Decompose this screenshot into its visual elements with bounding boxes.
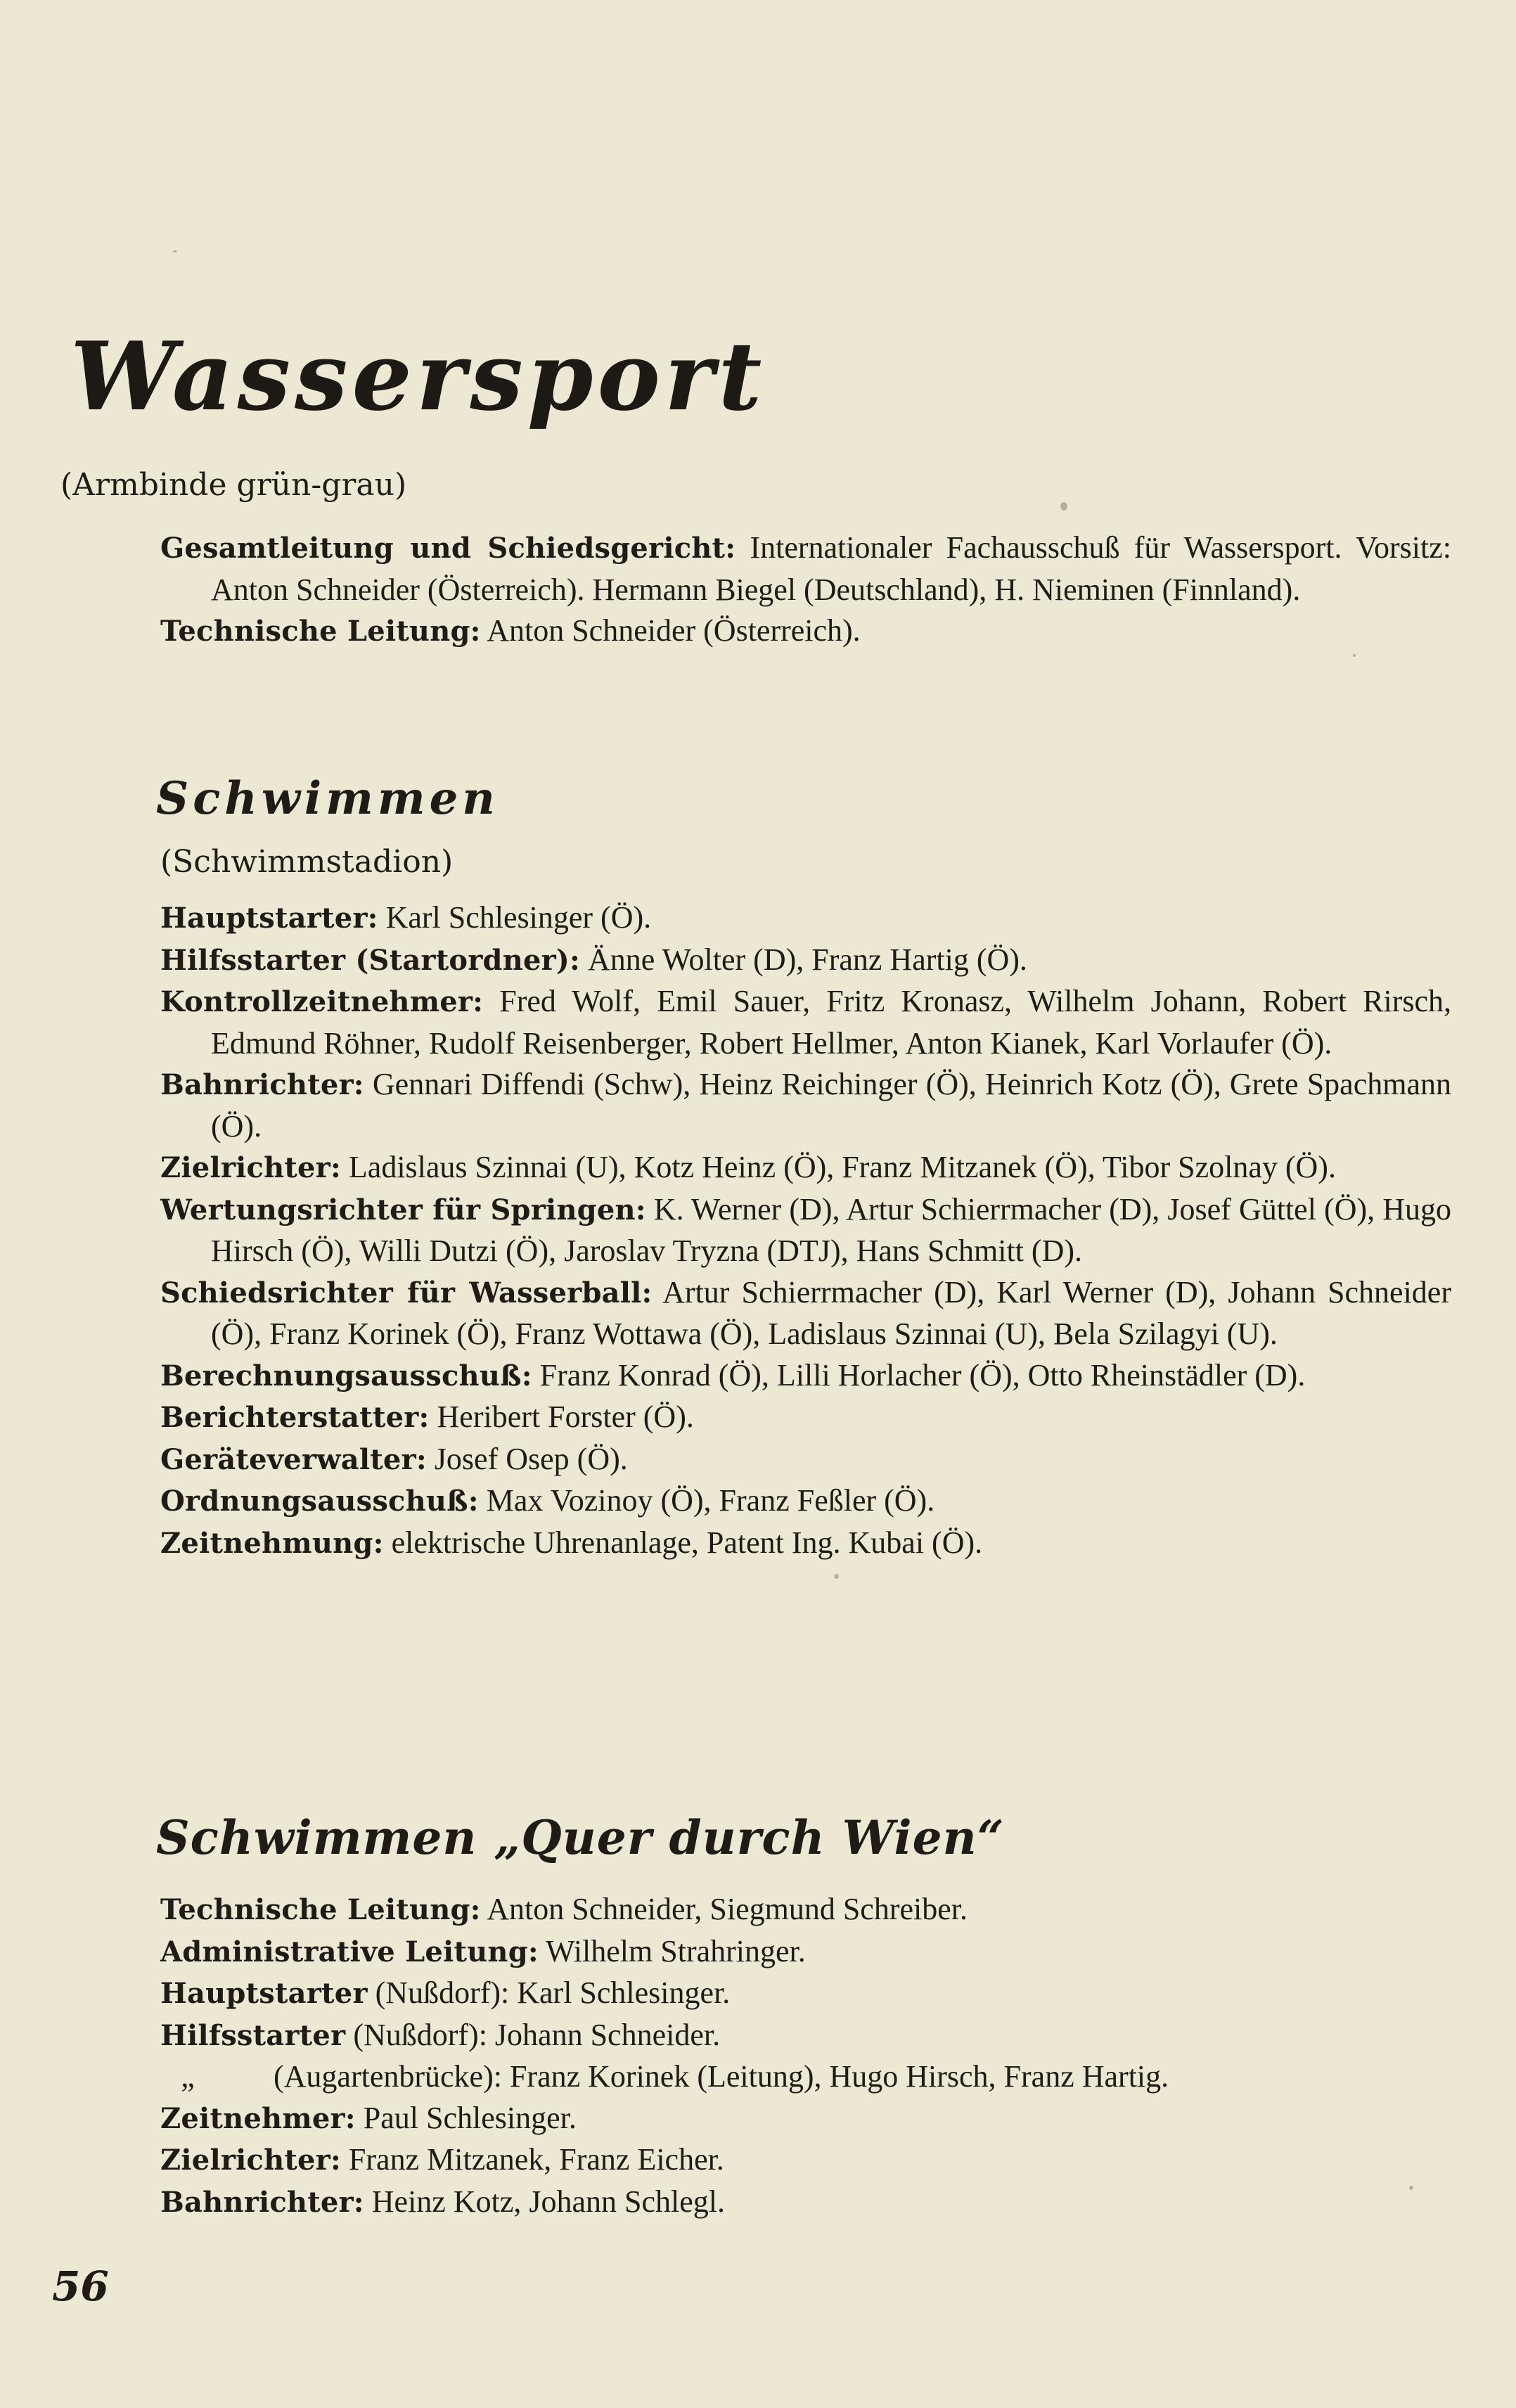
entry-wertungsrichter <box>160 1189 1451 1272</box>
page-number: 56 <box>52 2262 109 2310</box>
entry-label: Wertungsrichter für Springen: <box>160 1193 646 1227</box>
entry-value: Johann Schneider. <box>494 2017 721 2052</box>
entry-label: Ordnungsausschuß: <box>160 1485 479 1518</box>
entry-technische-leitung <box>160 610 1451 653</box>
entry-label: Technische Leitung: <box>160 1893 481 1926</box>
paper-speck <box>1060 502 1067 511</box>
paper-speck <box>1409 2186 1413 2190</box>
entry-value: K. Werner (D), Artur Schierrmacher (D), Josef Güttel (Ö), Hugo Hirsch (Ö), Willi Dutzi (Ö), Jaroslav Tryzna (DTJ), Hans Schmitt (D). <box>211 1191 1451 1268</box>
entry-label: Hauptstarter <box>160 1977 368 2010</box>
entry-label: Zeitnehmung: <box>160 1526 384 1560</box>
entry-hauptstarter <box>160 897 1451 940</box>
ditto-mark: „ <box>181 2059 195 2094</box>
entry-value: Josef Osep (Ö). <box>434 1441 628 1476</box>
entry-value: Karl Schlesinger. <box>517 1975 731 2010</box>
quer-block <box>160 1889 1451 2223</box>
entry-value: Heinz Kotz, Johann Schlegl. <box>371 2184 725 2219</box>
entry-zielrichter <box>160 2139 1451 2182</box>
entry-geraeteverwalter <box>160 1439 1451 1481</box>
entry-label: Schiedsrichter für Wasserball: <box>160 1276 653 1309</box>
entry-value: Paul Schlesinger. <box>363 2100 577 2135</box>
entry-value: Anton Schneider, Siegmund Schreiber. <box>487 1892 968 1926</box>
entry-value: elektrische Uhrenanlage, Patent Ing. Kubai (Ö). <box>391 1525 983 1560</box>
entry-value: Franz Konrad (Ö), Lilli Horlacher (Ö), Otto Rheinstädler (D). <box>539 1357 1306 1392</box>
schwimmen-block <box>160 897 1451 1564</box>
section-title-quer-durch-wien: Schwimmen „Quer durch Wien“ <box>156 1810 1005 1865</box>
entry-label: Zielrichter: <box>160 1151 341 1184</box>
entry-ordnungsausschuss <box>160 1480 1451 1523</box>
entry-schiedsrichter <box>160 1272 1451 1355</box>
entry-kontrollzeitnehmer <box>160 981 1451 1064</box>
entry-bahnrichter <box>160 2182 1451 2224</box>
entry-value: Ladislaus Szinnai (U), Kotz Heinz (Ö), Franz Mitzanek (Ö), Tibor Szolnay (Ö). <box>348 1150 1336 1184</box>
entry-label: Zeitnehmer: <box>160 2101 356 2135</box>
entry-label: Hauptstarter: <box>160 902 378 935</box>
entry-value: Anton Schneider (Österreich). <box>487 613 861 648</box>
entry-administrative-leitung <box>160 1931 1451 1973</box>
entry-hilfsstarter <box>160 940 1451 982</box>
entry-label: Berichterstatter: <box>160 1401 430 1434</box>
entry-aside: (Augartenbrücke): <box>274 2059 502 2094</box>
venue-note: (Schwimmstadion) <box>160 844 454 880</box>
entry-label: Technische Leitung: <box>160 615 481 648</box>
entry-hilfsstarter-augartenbruecke <box>160 2056 1451 2098</box>
entry-label: Geräteverwalter: <box>160 1442 427 1476</box>
entry-value: Internationaler Fachausschuß für Wassersport. Vorsitz: Anton Schneider (Österreich). Hermann Biegel (Deutschland), H. Nieminen (Finnland). <box>211 530 1451 607</box>
entry-technische-leitung <box>160 1889 1451 1931</box>
entry-label: Hilfsstarter (Startordner): <box>160 943 581 977</box>
paper-speck <box>1353 654 1356 657</box>
entry-gesamtleitung <box>160 527 1451 610</box>
entry-value: Gennari Diffendi (Schw), Heinz Reichinger (Ö), Heinrich Kotz (Ö), Grete Spachmann (Ö). <box>211 1067 1451 1144</box>
entry-berichterstatter <box>160 1397 1451 1439</box>
entry-label: Administrative Leitung: <box>160 1935 539 1968</box>
entry-bahnrichter <box>160 1064 1451 1147</box>
entry-label: Hilfsstarter <box>160 2018 346 2052</box>
entry-value: Franz Mitzanek, Franz Eicher. <box>348 2142 724 2177</box>
entry-value: Änne Wolter (D), Franz Hartig (Ö). <box>588 942 1027 977</box>
entry-zeitnehmung <box>160 1523 1451 1565</box>
entry-value: Franz Korinek (Leitung), Hugo Hirsch, Franz Hartig. <box>509 2059 1169 2094</box>
entry-zielrichter <box>160 1147 1451 1189</box>
entry-label: Kontrollzeitnehmer: <box>160 985 484 1018</box>
entry-label: Berechnungsausschuß: <box>160 1359 532 1392</box>
entry-hilfsstarter <box>160 2015 1451 2057</box>
entry-aside: (Nußdorf): <box>353 2017 487 2052</box>
entry-label: Gesamtleitung und Schiedsgericht: <box>160 532 736 565</box>
entry-value: Karl Schlesinger (Ö). <box>385 900 652 935</box>
entry-berechnungsausschuss <box>160 1355 1451 1397</box>
page-title: Wassersport <box>70 321 766 432</box>
entry-label: Zielrichter: <box>160 2144 341 2177</box>
armband-note: (Armbinde grün-grau) <box>60 467 407 503</box>
entry-zeitnehmer <box>160 2098 1451 2140</box>
paper-speck <box>834 1574 839 1579</box>
entry-label: Bahnrichter: <box>160 1068 364 1101</box>
entry-value: Max Vozinoy (Ö), Franz Feßler (Ö). <box>486 1483 935 1518</box>
entry-value: Heribert Forster (Ö). <box>437 1400 694 1434</box>
entry-aside: (Nußdorf): <box>375 1975 510 2010</box>
entry-value: Artur Schierrmacher (D), Karl Werner (D), Johann Schneider (Ö), Franz Korinek (Ö), Franz Wottawa (Ö), Ladislaus Szinnai (U), Bela Szilagyi (U). <box>211 1274 1451 1351</box>
entry-value: Wilhelm Strahringer. <box>546 1933 806 1968</box>
paper-speck <box>173 250 177 252</box>
entry-label: Bahnrichter: <box>160 2185 364 2219</box>
general-block <box>160 527 1451 653</box>
entry-hauptstarter <box>160 1973 1451 2015</box>
entry-value: Fred Wolf, Emil Sauer, Fritz Kronasz, Wilhelm Johann, Robert Rirsch, Edmund Röhner, Rudolf Reisenberger, Robert Hellmer, Anton Kianek, Karl Vorlaufer (Ö). <box>211 984 1451 1061</box>
section-title-schwimmen: Schwimmen <box>156 772 499 825</box>
